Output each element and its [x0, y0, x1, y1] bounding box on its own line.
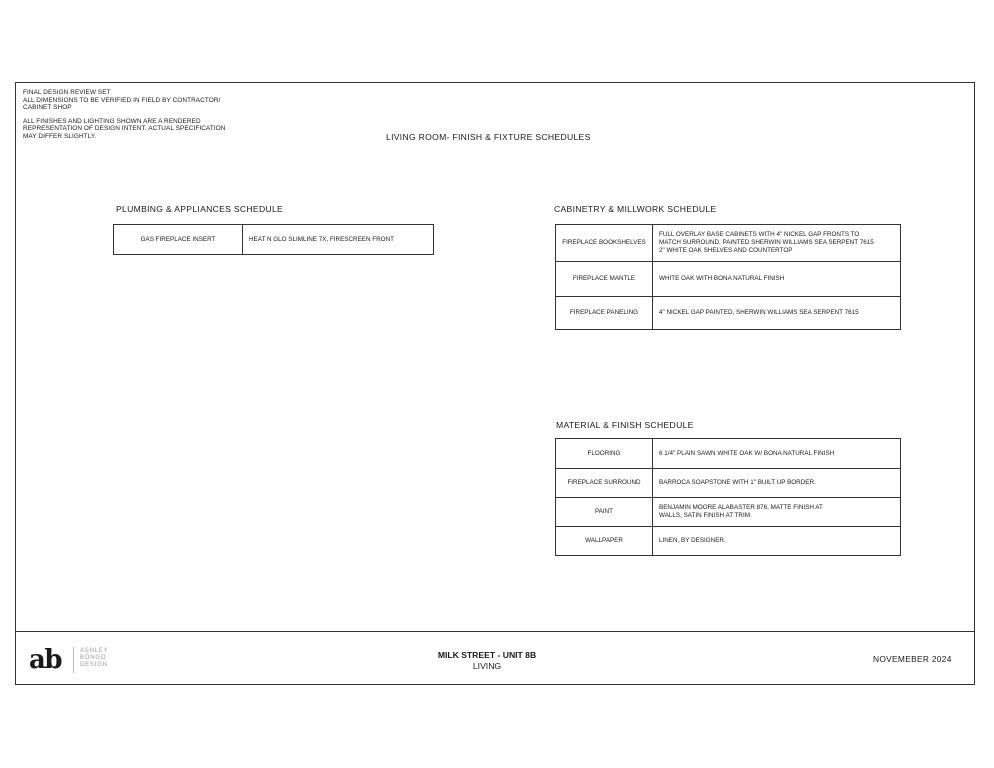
schedule-item: FIREPLACE SURROUND: [556, 469, 653, 498]
table-row: [556, 498, 901, 527]
table-row: [114, 225, 434, 255]
general-notes: [23, 89, 225, 141]
drawing-sheet-border: [15, 82, 975, 685]
table-row: [556, 527, 901, 556]
logo-divider: [73, 647, 74, 673]
plumbing-schedule-table: [113, 224, 434, 255]
title-block-divider: [16, 631, 974, 632]
schedule-spec: HEAT N GLO SLIMLINE 7X, FIRESCREEN FRONT: [243, 225, 434, 255]
spec-line: 2" WHITE OAK SHELVES AND COUNTERTOP: [659, 246, 793, 254]
project-name: MILK STREET - UNIT 8B: [437, 650, 537, 660]
issue-date: NOVEMEBER 2024: [873, 654, 952, 664]
company-logo: ab: [29, 645, 62, 675]
project-room: LIVING: [472, 661, 502, 671]
note-line: MAY DIFFER SLIGHTLY.: [23, 132, 97, 140]
spec-line: MATCH SURROUND, PAINTED SHERWIN WILLIAMS SEA SERPENT 7615: [659, 239, 874, 247]
schedule-spec: [653, 225, 901, 262]
cabinetry-schedule-table: [555, 224, 901, 330]
material-schedule-table: [555, 438, 901, 556]
note-line: ALL DIMENSIONS TO BE VERIFIED IN FIELD BY CONTRACTOR/: [23, 96, 221, 104]
schedule-spec: LINEN, BY DESIGNER.: [653, 527, 901, 556]
table-row: [556, 297, 901, 330]
schedule-item: FIREPLACE MANTLE: [556, 262, 653, 297]
table-row: [556, 225, 901, 262]
schedule-spec: 6 1/4" PLAIN SAWN WHITE OAK W/ BONA NATURAL FINISH: [653, 439, 901, 469]
schedule-spec: WHITE OAK WITH BONA NATURAL FINISH: [653, 262, 901, 297]
table-row: [556, 262, 901, 297]
page-title: LIVING ROOM- FINISH & FIXTURE SCHEDULES: [386, 132, 591, 142]
schedule-spec: [653, 498, 901, 527]
logo-word: BONGO: [80, 655, 107, 661]
note-line: REPRESENTATION OF DESIGN INTENT. ACTUAL SPECIFICATION: [23, 125, 226, 133]
schedule-spec: BARROCA SOAPSTONE WITH 1" BUILT UP BORDER.: [653, 469, 901, 498]
project-info: [387, 650, 587, 672]
table-row: [556, 439, 901, 469]
schedule-item: FIREPLACE PANELING: [556, 297, 653, 330]
note-line: FINAL DESIGN REVIEW SET: [23, 89, 111, 96]
note-line: ALL FINISHES AND LIGHTING SHOWN ARE A RENDERED: [23, 117, 201, 125]
company-logo-wordmark: [80, 648, 108, 669]
schedule-item: FLOORING: [556, 439, 653, 469]
spec-line: FULL OVERLAY BASE CABINETS WITH 4" NICKEL GAP FRONTS TO: [659, 231, 860, 239]
cabinetry-schedule-title: CABINETRY & MILLWORK SCHEDULE: [554, 204, 717, 214]
schedule-item: GAS FIREPLACE INSERT: [114, 225, 243, 255]
table-row: [556, 469, 901, 498]
plumbing-schedule-title: PLUMBING & APPLIANCES SCHEDULE: [116, 204, 284, 214]
spec-line: BENJAMIN MOORE ALABASTER 876, MATTE FINISH AT: [659, 504, 823, 512]
logo-word: ASHLEY: [80, 648, 109, 654]
schedule-item: FIREPLACE BOOKSHELVES: [556, 225, 653, 262]
logo-word: DESIGN: [80, 662, 108, 668]
schedule-spec: 4" NICKEL GAP PAINTED, SHERWIN WILLIAMS SEA SERPENT 7615: [653, 297, 901, 330]
schedule-item: WALLPAPER: [556, 527, 653, 556]
note-line: CABINET SHOP: [23, 104, 72, 112]
material-schedule-title: MATERIAL & FINISH SCHEDULE: [556, 420, 694, 430]
spec-line: WALLS, SATIN FINISH AT TRIM.: [659, 512, 752, 519]
schedule-item: PAINT: [556, 498, 653, 527]
